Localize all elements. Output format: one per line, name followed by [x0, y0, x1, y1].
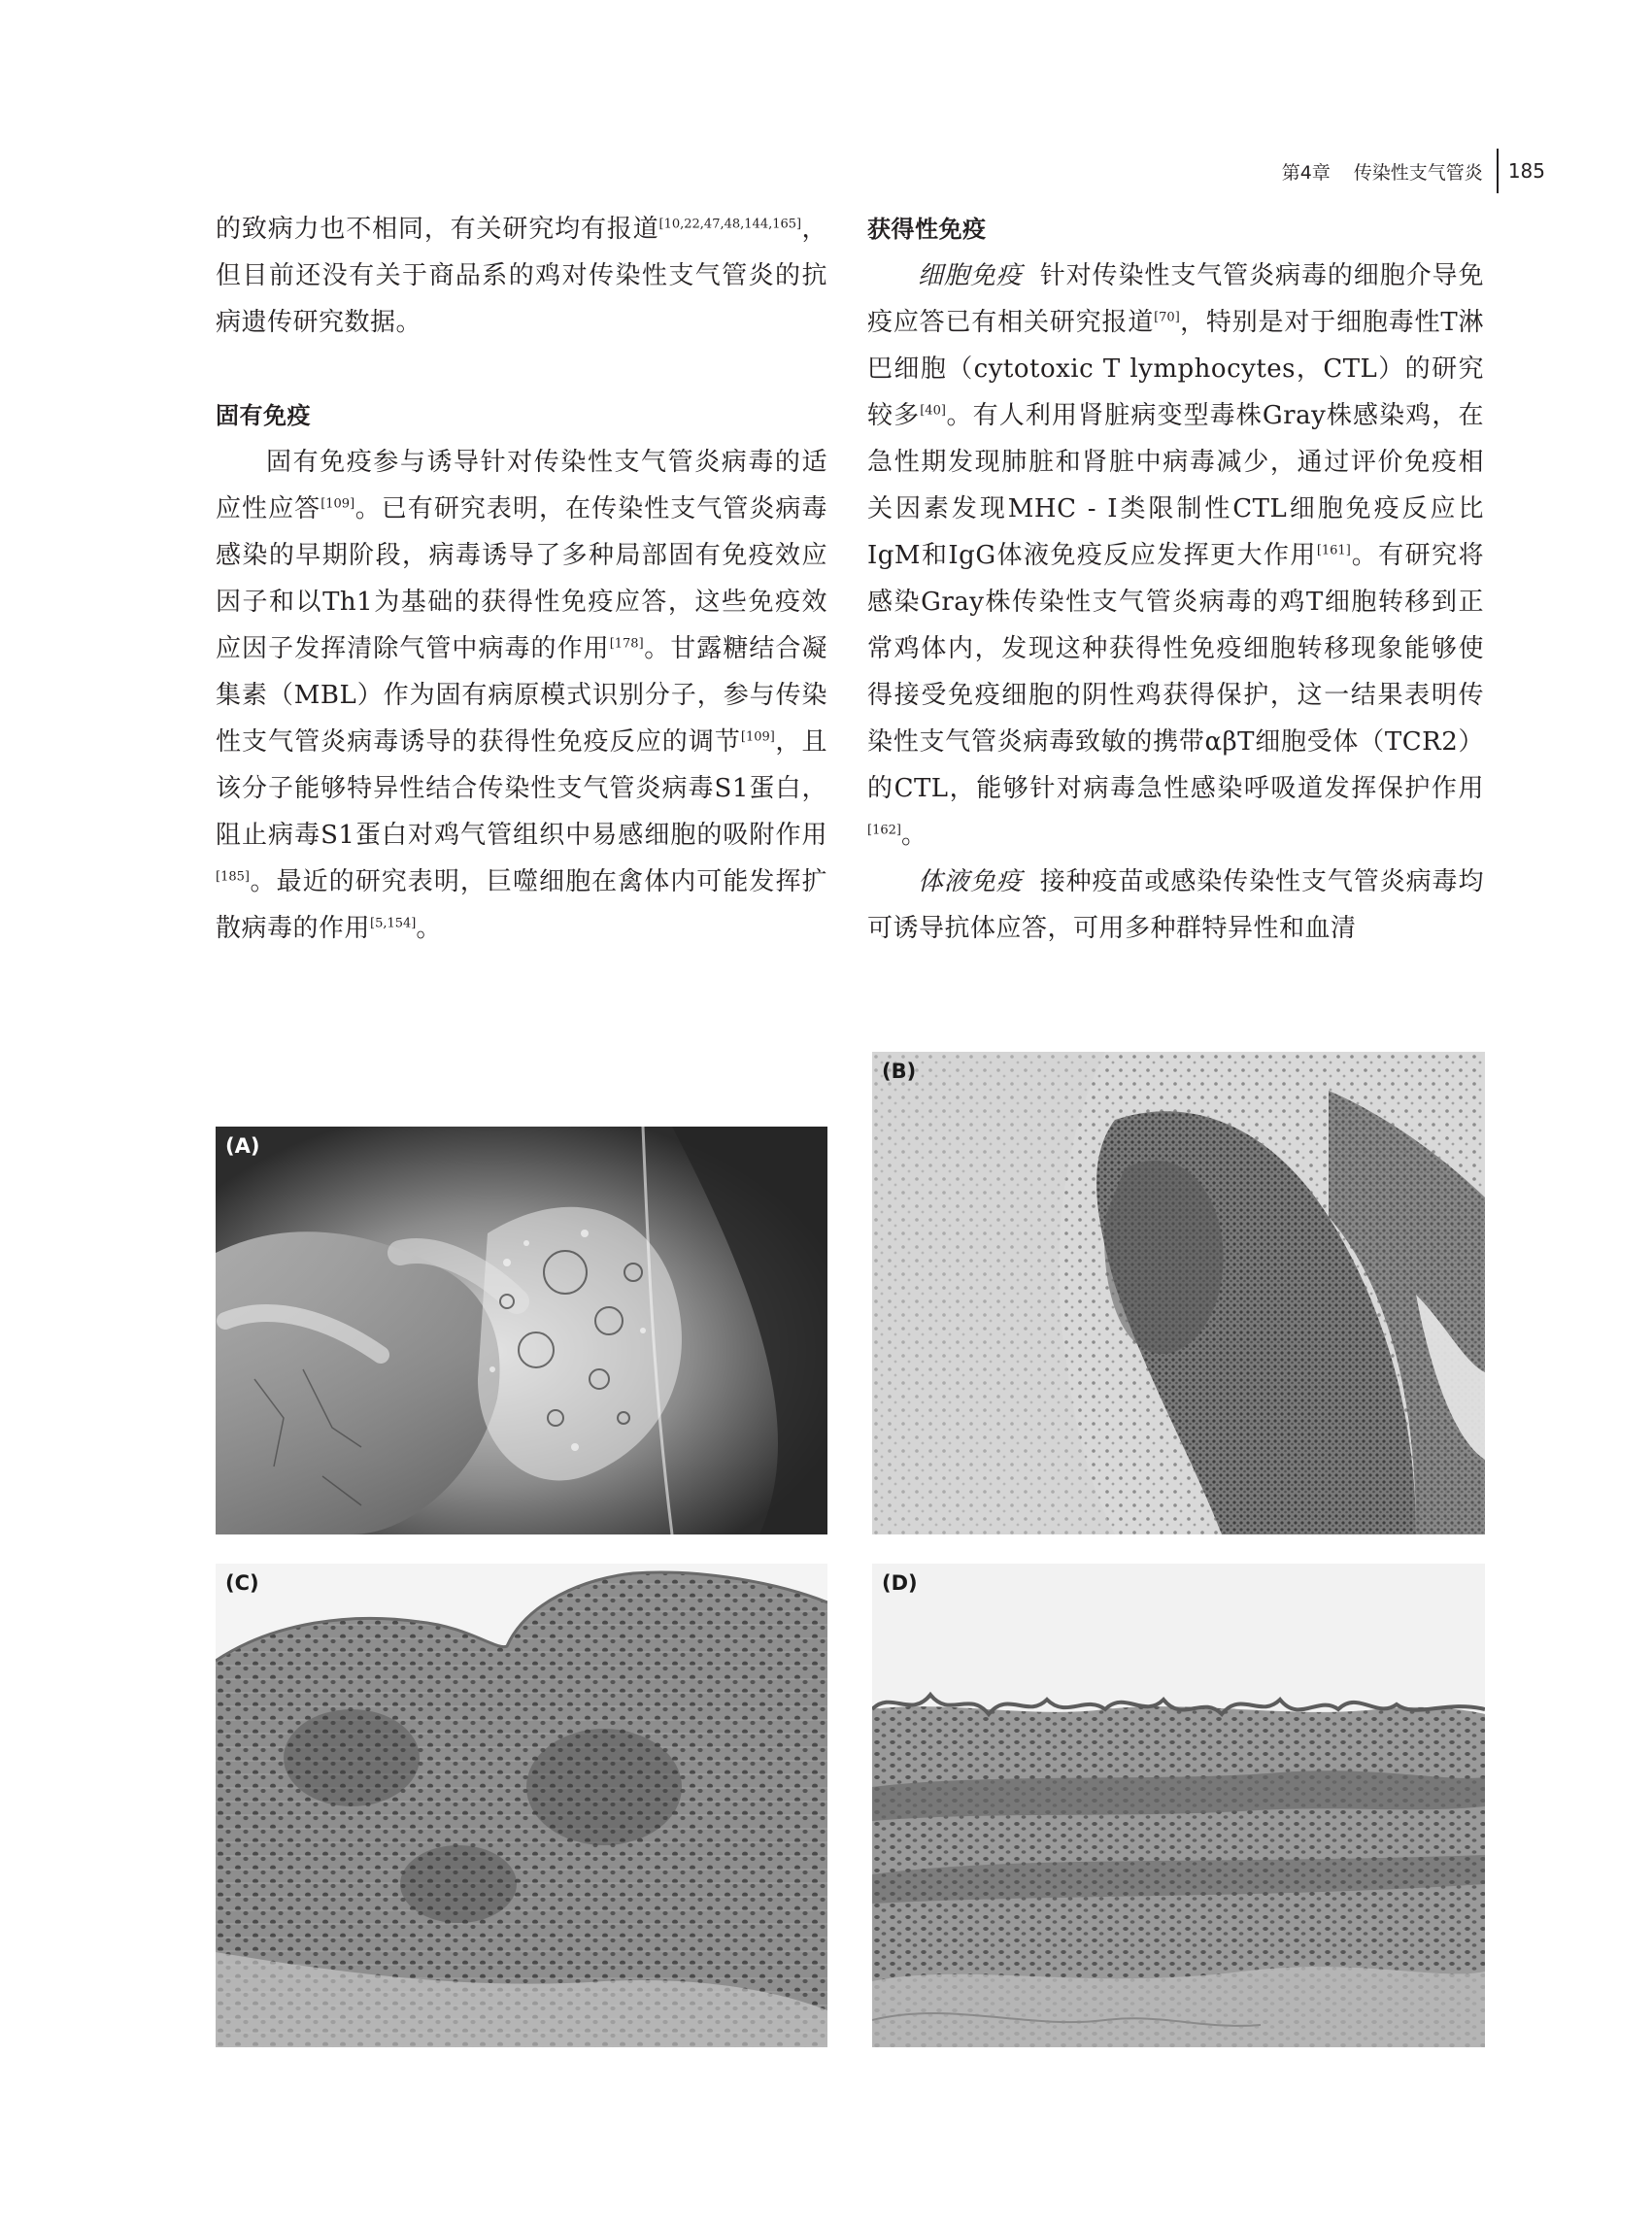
- figure-panel-b: [872, 1052, 1485, 1534]
- header-divider: [1497, 149, 1499, 193]
- paragraph-continued: [216, 206, 827, 346]
- histology-micrograph: [216, 1564, 827, 2047]
- citation: [70]: [1154, 310, 1180, 325]
- citation: [161]: [1316, 543, 1351, 558]
- text-run: ，特别是对于细胞毒性T淋巴细胞（cytotoxic T lymphocytes，CTL）的研究较多: [867, 308, 1484, 430]
- citation: [178]: [609, 636, 644, 652]
- figure-panel-c: [216, 1564, 827, 2047]
- citation: [40]: [920, 403, 946, 419]
- panel-label: (B): [882, 1060, 917, 1083]
- panel-label: (C): [225, 1571, 259, 1595]
- section-heading-innate-immunity: 固有免疫: [216, 402, 311, 429]
- text-run: ，但目前还没有关于商品系的鸡对传染性支气管炎的抗病遗传研究数据。: [216, 215, 827, 337]
- citation: [5,154]: [370, 916, 417, 931]
- section-heading-acquired-immunity: 获得性免疫: [867, 216, 987, 243]
- figure-panel-a: [216, 1127, 827, 1534]
- text-run: 。已有研究表明，在传染性支气管炎病毒感染的早期阶段，病毒诱导了多种局部固有免疫效应因子和以Th1为基础的获得性免疫应答，这些免疫效应因子发挥清除气管中病毒的作用: [216, 494, 827, 663]
- text-run: 。最近的研究表明，巨噬细胞在禽体内可能发挥扩散病毒的作用: [216, 867, 827, 943]
- text-run: 。有研究将感染Gray株传染性支气管炎病毒的鸡T细胞转移到正常鸡体内，发现这种获得性免疫细胞转移现象能够使得接受免疫细胞的阴性鸡获得保护，这一结果表明传染性支气管炎病毒致敏的携带αβT细胞受体（TCR2）的CTL，能够针对病毒急性感染呼吸道发挥保护作用: [867, 541, 1484, 803]
- text-run: 。有人利用肾脏病变型毒株Gray株感染鸡，在急性期发现肺脏和肾脏中病毒减少，通过评价免疫相关因素发现MHC - I类限制性CTL细胞免疫反应比IgM和IgG体液免疫反应发挥更大作用: [867, 401, 1484, 570]
- chapter-title: 传染性支气管炎: [1353, 161, 1483, 184]
- paragraph-humoral-immunity: [867, 859, 1484, 952]
- paragraph-cellular-immunity: [867, 253, 1484, 859]
- text-run: 。甘露糖结合凝集素（MBL）作为固有病原模式识别分子，参与传染性支气管炎病毒诱导的获得性免疫反应的调节: [216, 634, 827, 757]
- citation: [109]: [740, 729, 775, 745]
- right-column: [867, 206, 1484, 952]
- chapter-number: 第4章: [1281, 161, 1331, 184]
- text-run: 的致病力也不相同，有关研究均有报道: [216, 215, 659, 244]
- paragraph-innate-immunity: [216, 439, 827, 952]
- histology-micrograph: [872, 1052, 1485, 1534]
- citation: [109]: [320, 496, 355, 512]
- text-run: 固有免疫参与诱导针对传染性支气管炎病毒的适应性应答: [216, 448, 827, 523]
- page-number: 185: [1507, 159, 1545, 183]
- running-head: [1282, 150, 1545, 192]
- panel-label: (A): [225, 1134, 260, 1158]
- figure-panel-d: [872, 1564, 1485, 2047]
- text-run: 。: [416, 914, 442, 943]
- text-run: 接种疫苗或感染传染性支气管炎病毒均可诱导抗体应答，可用多种群特异性和血清: [867, 867, 1484, 943]
- left-column: [216, 206, 827, 952]
- citation: [10,22,47,48,144,165]: [658, 217, 802, 232]
- histology-micrograph: [872, 1564, 1485, 2047]
- run-in-heading: 细胞免疫: [918, 261, 1023, 290]
- run-in-heading: 体液免疫: [918, 867, 1023, 896]
- text-run: 。: [900, 821, 927, 850]
- text-run: 针对传染性支气管炎病毒的细胞介导免疫应答已有相关研究报道: [867, 261, 1484, 337]
- necropsy-photo: [216, 1127, 827, 1534]
- panel-label: (D): [882, 1571, 918, 1595]
- citation: [185]: [216, 869, 250, 885]
- text-run: ，且该分子能够特异性结合传染性支气管炎病毒S1蛋白，阻止病毒S1蛋白对鸡气管组织中易感细胞的吸附作用: [216, 727, 827, 850]
- citation: [162]: [867, 823, 901, 838]
